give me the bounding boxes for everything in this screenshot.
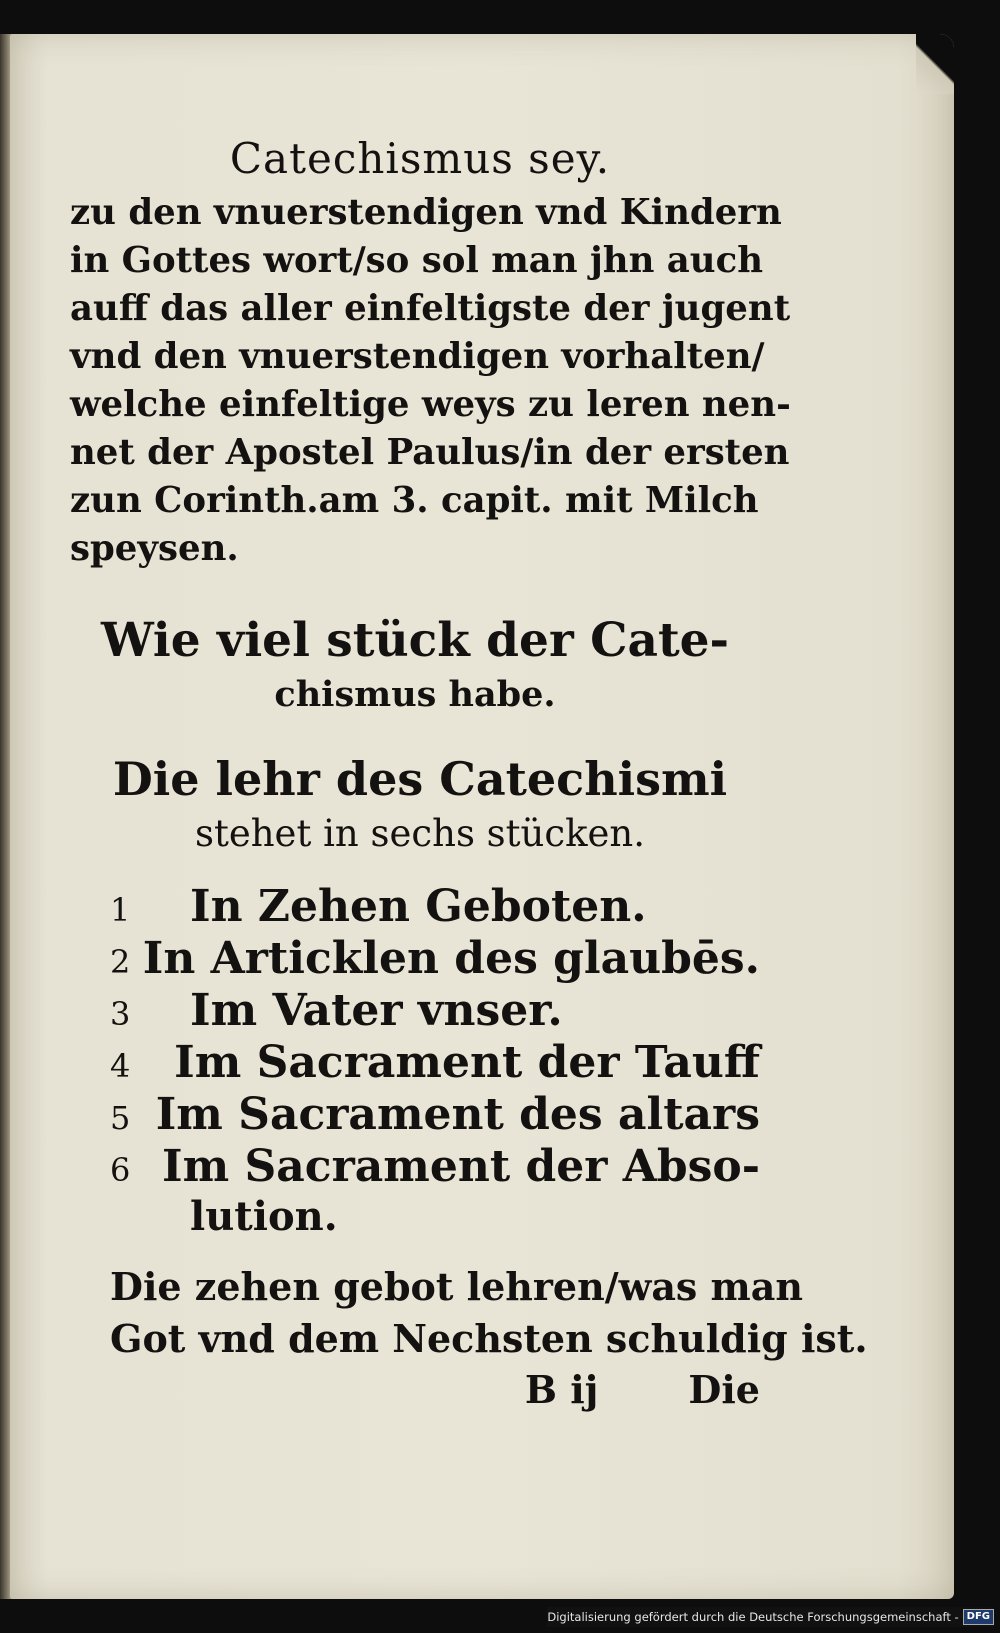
signature-mark: B ij [524, 1367, 599, 1412]
text-line: welche einfeltige weys zu leren nen- [70, 384, 791, 425]
heading-line: chismus habe. [274, 674, 556, 715]
credit-text: Digitalisierung gefördert durch die Deutsche Forschungsgemeinschaft - [547, 1610, 959, 1624]
section-heading-teaching [70, 749, 760, 859]
page-text-block [70, 134, 868, 1412]
list-item [70, 1141, 760, 1193]
text-line: Die zehen gebot lehren/was man [110, 1264, 804, 1309]
text-line: in Gottes wort/so sol man jhn auch [70, 240, 764, 281]
dfg-logo: DFG [963, 1609, 994, 1625]
list-item-text: Im Vater vnser. [190, 985, 563, 1036]
text-line: net der Apostel Paulus/in der ersten [70, 432, 790, 473]
running-head: Catechismus sey. [229, 134, 611, 183]
section-heading-parts-count [70, 611, 760, 719]
list-item-number: 4 [110, 1047, 131, 1085]
text-line: zun Corinth.am 3. capit. mit Milch [70, 480, 759, 521]
list-item-number: 3 [110, 995, 131, 1033]
list-item-text: In Articklen des glaubēs. [142, 933, 760, 984]
list-item [70, 1037, 760, 1089]
list-item-continuation: lution. [190, 1193, 338, 1240]
list-item [70, 1089, 760, 1141]
heading-line: Die lehr des Catechismi [112, 752, 728, 806]
text-line: auff das aller einfeltigste der jugent [70, 288, 791, 329]
list-item-text: In Zehen Geboten. [190, 881, 647, 932]
digitization-credit [547, 1607, 994, 1627]
list-item-text: Im Sacrament der Tauff [174, 1037, 760, 1088]
intro-paragraph [70, 189, 791, 573]
list-item [70, 933, 760, 985]
list-item-number: 5 [110, 1099, 131, 1137]
list-item-number: 1 [110, 891, 131, 929]
list-item [70, 985, 760, 1037]
text-line: Got vnd dem Nechsten schuldig ist. [110, 1316, 868, 1361]
catchword: Die [688, 1367, 760, 1412]
heading-line: stehet in sechs stücken. [194, 812, 646, 855]
page-footer-marks [70, 1367, 760, 1412]
list-item-text: Im Sacrament der Abso- [162, 1141, 760, 1192]
list-item [70, 881, 760, 933]
text-line: speysen. [70, 528, 239, 569]
text-line: zu den vnuerstendigen vnd Kindern [70, 192, 782, 233]
list-item-text: Im Sacrament des altars [155, 1089, 760, 1140]
catechism-parts-list [70, 881, 760, 1245]
heading-line: Wie viel stück der Cate- [100, 613, 730, 668]
closing-paragraph [70, 1261, 868, 1365]
text-line: vnd den vnuerstendigen vorhalten/ [70, 336, 765, 377]
list-item-number: 6 [110, 1151, 131, 1189]
list-item-number: 2 [110, 943, 131, 981]
book-page [10, 34, 954, 1599]
